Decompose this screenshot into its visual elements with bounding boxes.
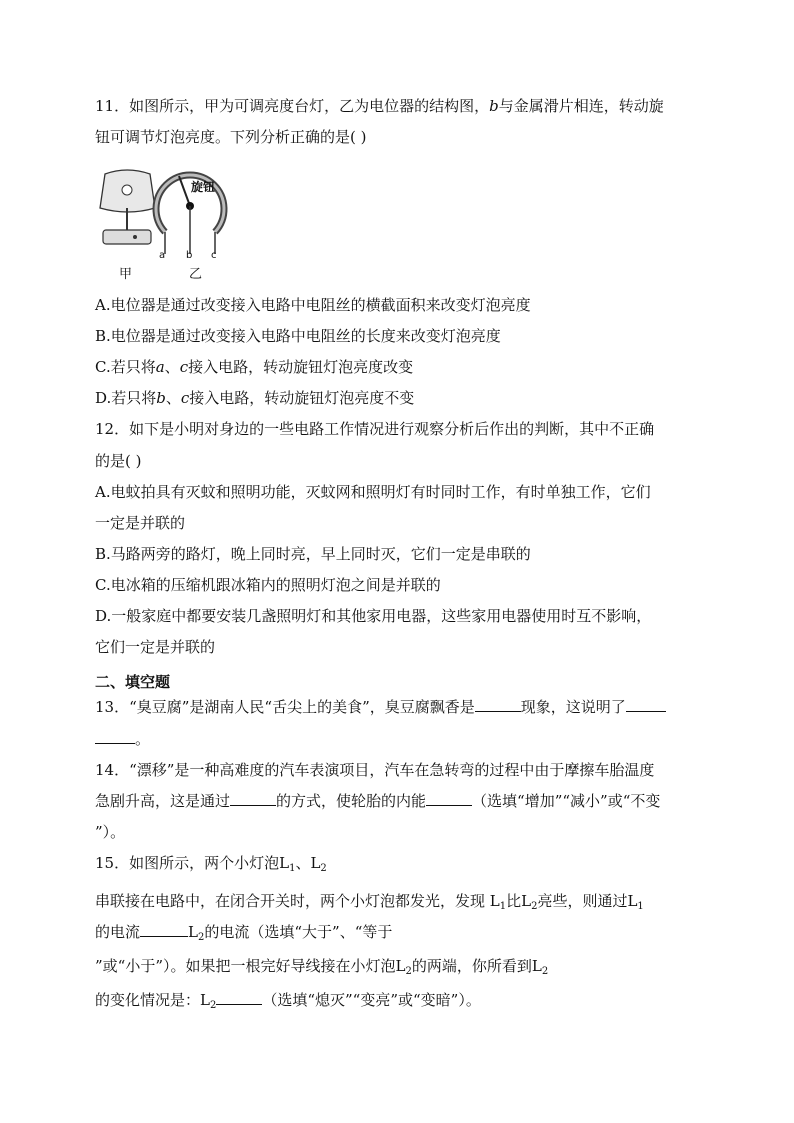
q11-option-c-sep: 、 (164, 358, 180, 376)
q15-blank-1[interactable] (140, 922, 188, 937)
q15-l2-sub2: 2 (531, 901, 538, 912)
q15-l1-b: 、L (295, 854, 321, 872)
q11-option-d-var1: b (156, 389, 166, 407)
bulb-icon (122, 185, 132, 195)
q15-line2 (95, 891, 644, 911)
q11-option-c-var1: a (155, 358, 165, 376)
q14-blank-2[interactable] (426, 791, 472, 806)
q11-option-d-pre: D.若只将 (95, 389, 157, 407)
q15-line4 (95, 956, 548, 976)
q12-stem-line2: 的是( ) (95, 452, 142, 470)
q11-option-d-post: 接入电路，转动旋钮灯泡亮度不变 (189, 389, 415, 407)
q15-l4-a: ”或“小于”）。如果把一根完好导线接在小灯泡L (95, 957, 406, 975)
q13-blank-2-cont[interactable] (95, 729, 135, 744)
q11-option-b: B.电位器是通过改变接入电路中电阻丝的长度来改变灯泡亮度 (95, 327, 501, 345)
q14-text-c: （选填“增加”“减小”或“不变 (472, 792, 661, 810)
q13-text-b: 现象，这说明了 (520, 698, 626, 716)
q15-l3-a: 的电流 (95, 923, 141, 941)
q15-line1 (95, 853, 327, 873)
q14-blank-1[interactable] (230, 791, 276, 806)
q15-l5-sub1: 2 (209, 1000, 217, 1011)
q15-l3-sub1: 2 (197, 932, 205, 943)
terminal-b-label: b (186, 250, 193, 261)
q11-var-b: b (489, 97, 499, 115)
q13-blank-2[interactable] (626, 697, 666, 712)
q12-stem-line1: 12．如下是小明对身边的一些电路工作情况进行观察分析后作出的判断，其中不正确 (95, 420, 655, 438)
q15-l2-sub3: 1 (637, 901, 644, 912)
q15-l1-sub2: 2 (320, 863, 327, 874)
q15-l2-a: 串联接在电路中，在闭合开关时，两个小灯泡都发光，发现 L (95, 892, 500, 910)
q15-line5 (95, 990, 481, 1010)
terminal-c-label: c (211, 250, 217, 261)
q15-l4-sub2: 2 (541, 966, 549, 977)
q11-option-c-var2: c (179, 358, 189, 376)
label-yi: 乙 (189, 267, 203, 282)
q15-l5-a: 的变化情况是：L (95, 991, 210, 1009)
q13-blank-1[interactable] (475, 697, 521, 712)
q12-option-d-line2: 它们一定是并联的 (95, 638, 216, 656)
q12-option-d-line1: D.一般家庭中都要安装几盏照明灯和其他家用电器，这些家用电器使用时互不影响， (95, 607, 652, 625)
q14-line1: 14．“漂移”是一种高难度的汽车表演项目，汽车在急转弯的过程中由于摩擦车胎温度 (95, 761, 655, 779)
q11-option-d-sep: 、 (165, 389, 181, 407)
q15-l2-c: 亮些，则通过L (537, 892, 638, 910)
slider-arm (179, 176, 190, 206)
q11-option-a: A.电位器是通过改变接入电路中电阻丝的横截面积来改变灯泡亮度 (95, 296, 531, 314)
q15-l1-sub1: 1 (289, 863, 296, 874)
q13-text-a: 13．“臭豆腐”是湖南人民“舌尖上的美食”，臭豆腐飘香是 (95, 698, 475, 716)
q13-line1 (95, 697, 666, 717)
q14-text-a: 急剧升高，这是通过 (95, 792, 231, 810)
q15-l2-b: 比L (506, 892, 532, 910)
q15-blank-2[interactable] (216, 990, 262, 1005)
q12-option-c: C.电冰箱的压缩机跟冰箱内的照明灯泡之间是并联的 (95, 576, 441, 594)
q11-stem-text-cont: 与金属滑片相连，转动旋 (498, 97, 664, 115)
q11-option-c (95, 357, 413, 377)
q15-l3-c: 的电流（选填“大于”、“等于 (204, 923, 393, 941)
q11-option-d-var2: c (180, 389, 190, 407)
q11-option-d (95, 388, 414, 408)
q13-line2 (95, 729, 150, 749)
section-fill-in-heading: 二、填空题 (95, 673, 171, 691)
q11-stem-line2: 钮可调节灯泡亮度。下列分析正确的是( ) (95, 128, 367, 146)
q12-option-b: B.马路两旁的路灯，晚上同时亮，早上同时灭，它们一定是串联的 (95, 545, 531, 563)
knob-label: 旋钮 (191, 180, 216, 194)
q11-option-c-post: 接入电路，转动旋钮灯泡亮度改变 (188, 358, 414, 376)
q15-l3-b: L (188, 923, 198, 941)
q14-text-b: 的方式，使轮胎的内能 (276, 792, 427, 810)
label-jia: 甲 (119, 267, 133, 282)
q13-text-end: 。 (135, 730, 151, 748)
lamp-knob-icon (133, 235, 137, 239)
q15-l1-a: 15．如图所示，两个小灯泡L (95, 854, 290, 872)
q11-option-c-pre: C.若只将 (95, 358, 156, 376)
q12-option-a-line1: A.电蚊拍具有灭蚊和照明功能，灭蚊网和照明灯有时同时工作，有时单独工作，它们 (95, 483, 651, 501)
lamp-base (103, 230, 151, 244)
q14-line3: ”）。 (95, 823, 126, 841)
q11-stem-line1 (95, 96, 664, 116)
q15-l2-sub1: 1 (499, 901, 507, 912)
q12-option-a-line2: 一定是并联的 (95, 514, 186, 532)
q11-figure (95, 160, 235, 284)
q15-l5-b: （选填“熄灭”“变亮”或“变暗”）。 (262, 991, 481, 1009)
q14-line2 (95, 791, 660, 811)
q15-l4-b: 的两端，你所看到L (411, 957, 542, 975)
q15-line3 (95, 922, 392, 942)
terminal-a-label: a (159, 250, 166, 261)
q15-l4-sub1: 2 (405, 966, 412, 977)
q11-stem-text: 11．如图所示，甲为可调亮度台灯，乙为电位器的结构图， (95, 97, 490, 115)
